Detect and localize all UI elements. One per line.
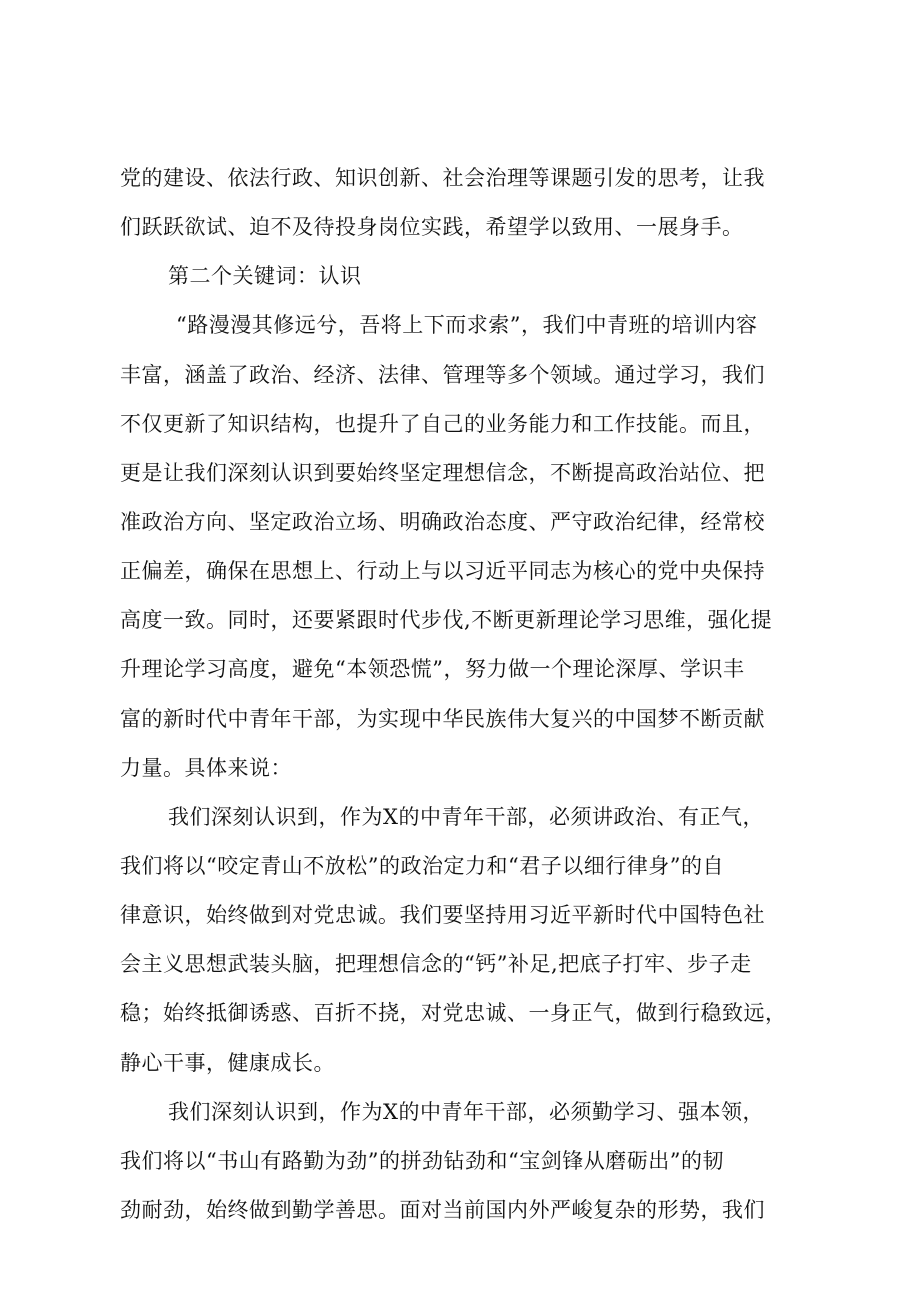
text-line-22: 劲耐劲，始终做到勤学善思。面对当前国内外严峻复杂的形势，我们 [120, 1198, 765, 1222]
text-line-8: 准政治方向、坚定政治立场、明确政治态度、严守政治纪律，经常校 [120, 510, 765, 534]
text-line-14: 我们深刻认识到，作为X的中青年干部，必须讲政治、有正气， [168, 805, 764, 829]
text-line-19: 静心干事，健康成长。 [120, 1051, 335, 1075]
text-line-2: 们跃跃欲试、迫不及待投身岗位实践，希望学以致用、一展身手。 [120, 215, 744, 239]
text-line-7: 更是让我们深刻认识到要始终坚定理想信念，不断提高政治站位、把 [120, 461, 765, 485]
text-line-21: 我们将以“书山有路勤为劲”的拼劲钻劲和“宝剑锋从磨砺出”的韧 [120, 1149, 724, 1173]
text-line-20: 我们深刻认识到，作为X的中青年干部，必须勤学习、强本领， [168, 1100, 764, 1124]
text-line-16: 律意识，始终做到对党忠诚。我们要坚持用习近平新时代中国特色社 [120, 903, 765, 927]
text-line-1: 党的建设、依法行政、知识创新、社会治理等课题引发的思考，让我 [120, 166, 765, 190]
text-line-4: “路漫漫其修远兮，吾将上下而求索”，我们中青班的培训内容 [176, 313, 758, 337]
text-line-10: 高度一致。同时，还要紧跟时代步伐,不断更新理论学习思维，强化提 [120, 608, 773, 632]
text-line-13: 力量。具体来说： [120, 756, 292, 780]
text-line-9: 正偏差，确保在思想上、行动上与以习近平同志为核心的党中央保持 [120, 559, 765, 583]
text-line-18: 稳；始终抵御诱惑、百折不挠，对党忠诚、一身正气，做到行稳致远， [120, 1001, 787, 1025]
text-line-5: 丰富，涵盖了政治、经济、法律、管理等多个领域。通过学习，我们 [120, 363, 765, 387]
text-line-17: 会主义思想武装头脑，把理想信念的“钙”补足,把底子打牢、步子走 [120, 952, 752, 976]
text-line-11: 升理论学习高度，避免“本领恐慌”，努力做一个理论深厚、学识丰 [120, 657, 745, 681]
text-line-12: 富的新时代中青年干部，为实现中华民族伟大复兴的中国梦不断贡献 [120, 707, 765, 731]
text-line-15: 我们将以“咬定青山不放松”的政治定力和“君子以细行律身”的自 [120, 854, 724, 878]
section-heading: 第二个关键词：认识 [168, 264, 362, 288]
text-line-6: 不仅更新了知识结构，也提升了自己的业务能力和工作技能。而且， [120, 412, 765, 436]
